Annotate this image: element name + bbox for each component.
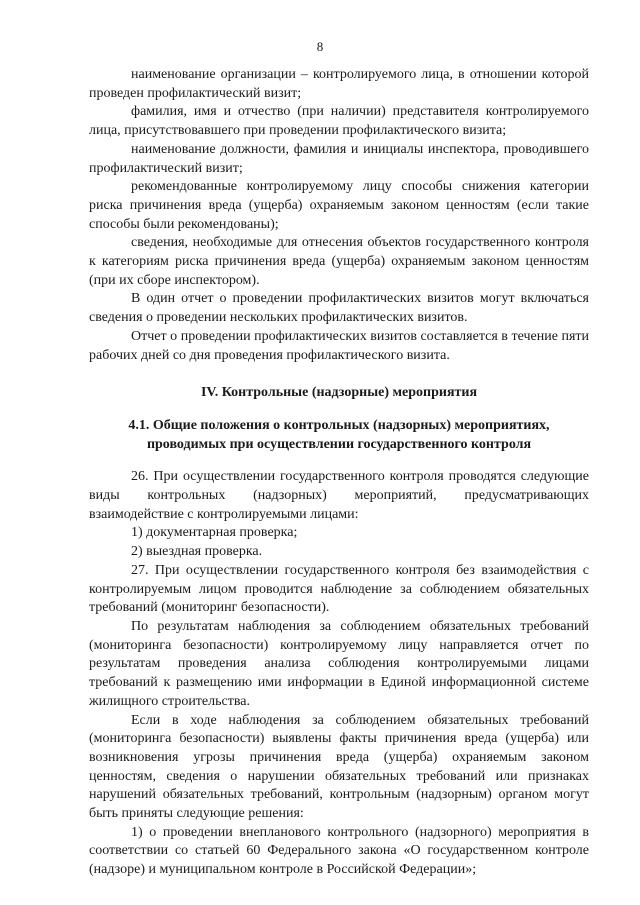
paragraph: 1) о проведении внепланового контрольного (надзорного) мероприятия в соответствии со статьей 60 Федерального закона «О государственном контроле (надзоре) и муниципальном контроле в Российской Федерации»; bbox=[89, 824, 589, 878]
paragraph: сведения, необходимые для отнесения объектов государственного контроля к категориям риска причинения вреда (ущерба) охраняемым законом ценностям (при их сборе инспектором). bbox=[89, 235, 589, 288]
list-item: 2) выездная проверка. bbox=[131, 544, 263, 560]
paragraph: По результатам наблюдения за соблюдением обязательных требований (мониторинга безопасности) контролируемому лицу направляется отчет по результатам проведения анализа соблюдения контролируемыми лицами требований к размещению ими информации в Единой информационной системе жилищного строительства. bbox=[89, 618, 589, 709]
paragraph: наименование организации – контролируемого лица, в отношении которой проведен профилактический визит; bbox=[89, 67, 589, 101]
document-body bbox=[89, 66, 589, 880]
paragraph: фамилия, имя и отчество (при наличии) представителя контролируемого лица, присутствовавшего при проведении профилактического визита; bbox=[89, 104, 589, 139]
subsection-heading: 4.1. Общие положения о контрольных (надзорных) мероприятиях, проводимых при осуществлении государственного контроля bbox=[128, 417, 550, 452]
paragraph: рекомендованные контролируемому лицу способы снижения категории риска причинения вреда (ущерба) охраняемым законом ценностям (если такие способы были рекомендованы); bbox=[89, 179, 589, 232]
paragraph: 27. При осуществлении государственного контроля без взаимодействия с контролируемым лицом проводится наблюдение за соблюдением обязательных требований (мониторинг безопасности). bbox=[89, 562, 589, 616]
paragraph: наименование должности, фамилия и инициалы инспектора, проводившего профилактический визит; bbox=[89, 141, 589, 176]
paragraph: Отчет о проведении профилактических визитов составляется в течение пяти рабочих дней со дня проведения профилактического визита. bbox=[89, 328, 589, 363]
section-heading: IV. Контрольные (надзорные) мероприятия bbox=[200, 385, 478, 401]
page-number: 8 bbox=[316, 39, 324, 54]
list-item: 1) документарная проверка; bbox=[131, 525, 298, 541]
paragraph: 26. При осуществлении государственного контроля проводятся следующие виды контрольных (надзорных) мероприятий, предусматривающих взаимодействие с контролируемыми лицами: bbox=[89, 469, 589, 522]
paragraph: В один отчет о проведении профилактических визитов могут включаться сведения о проведении нескольких профилактических визитов. bbox=[89, 291, 589, 326]
paragraph: Если в ходе наблюдения за соблюдением обязательных требований (мониторинга безопасности) выявлены факты причинения вреда (ущерба) или возникновения угрозы причинения вреда (ущерба) охраняемым законом ценностям, сведения о нарушении обязательных требований или признаках нарушений обязательных требований, контрольным (надзорным) органом могут быть приняты следующие решения: bbox=[89, 712, 589, 822]
